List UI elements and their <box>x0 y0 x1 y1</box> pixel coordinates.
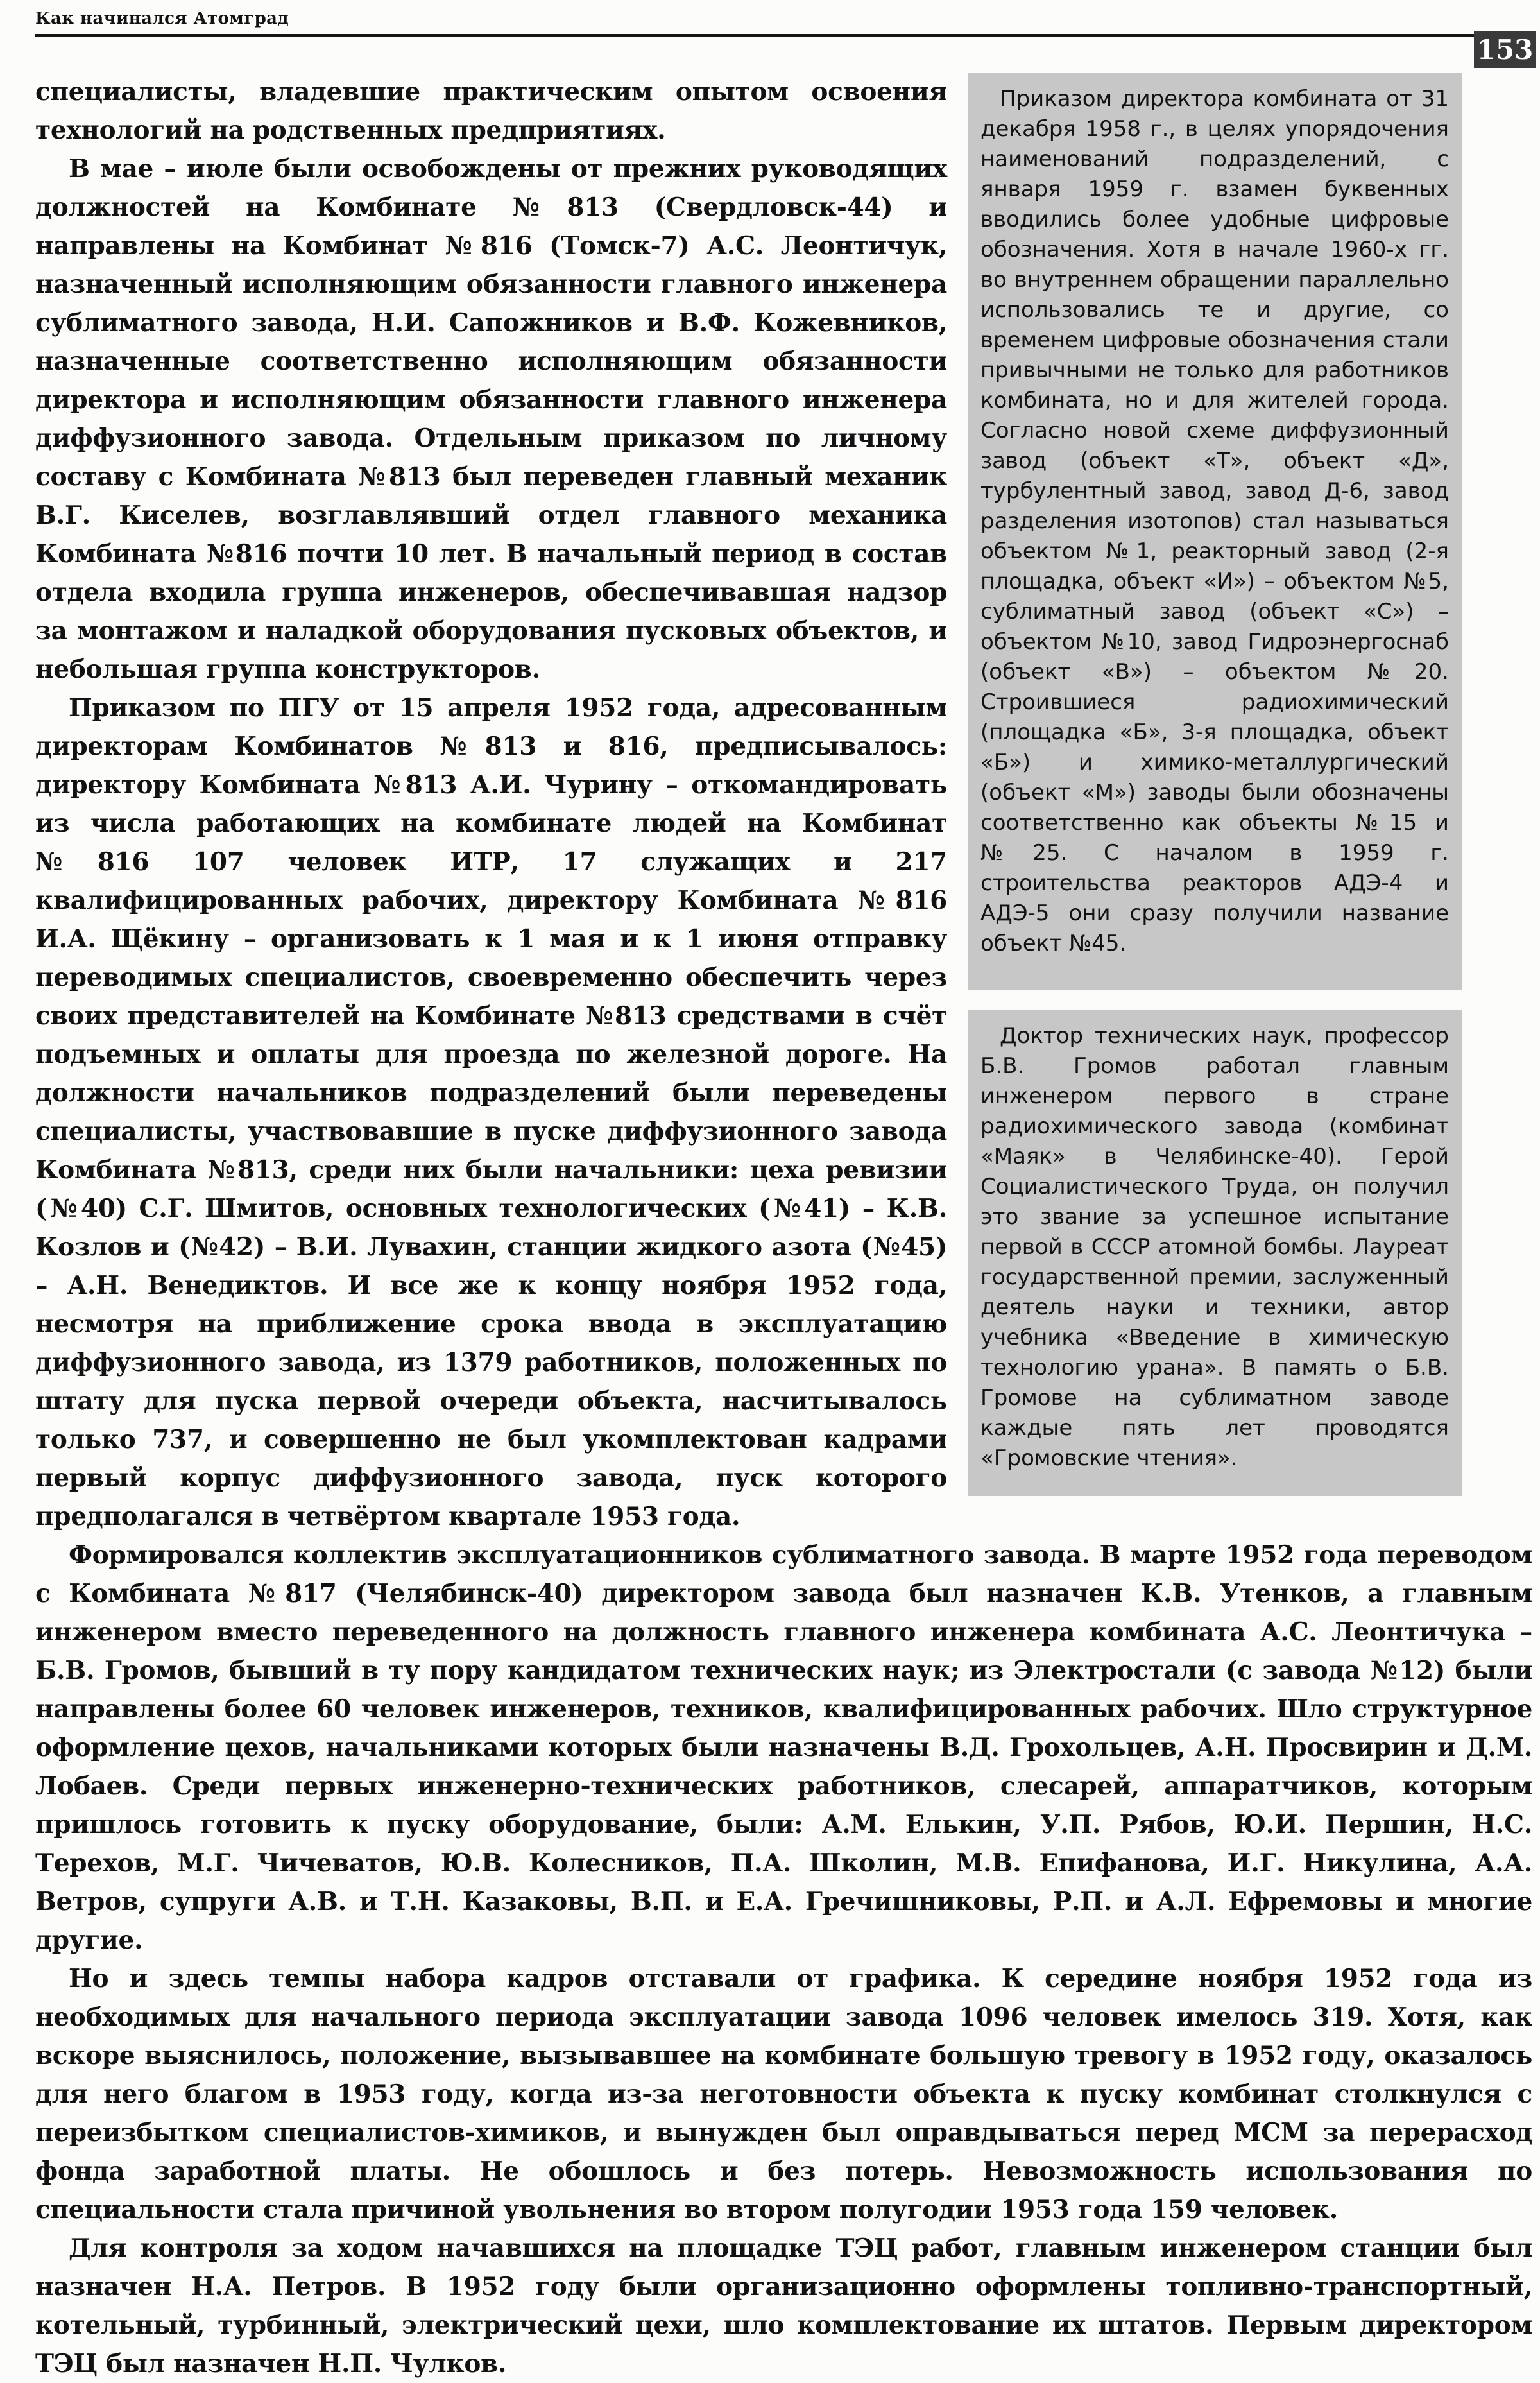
sidebar-note <box>968 73 1462 990</box>
article <box>35 37 1532 2383</box>
paragraph: Формировался коллектив эксплуатационников сублиматного завода. В марте 1952 года переводом с Комбината №817 (Челябинск-40) директором завода был назначен К.В. Утенков, а главным инженером вместо переведенного на должность главного инженера комбината А.С. Леонтичука – Б.В. Громов, бывший в ту пору кандидатом технических наук; из Электростали (с завода №12) были направлены более 60 человек инженеров, техников, квалифицированных рабочих. Шло структурное оформление цехов, начальниками которых были назначены В.Д. Грохольцев, А.Н. Просвирин и Д.М. Лобаев. Среди первых инженерно-технических работников, слесарей, аппаратчиков, которым пришлось готовить к пуску оборудование, были: А.М. Елькин, У.П. Рябов, Ю.И. Першин, Н.С. Терехов, М.Г. Чичеватов, Ю.В. Колесников, П.А. Школин, М.В. Епифанова, И.Г. Никулина, А.А. Ветров, супруги А.В. и Т.Н. Казаковы, В.П. и Е.А. Гречишниковы, Р.П. и А.Л. Ефремовы и многие другие. <box>35 1540 1532 1955</box>
sidebar-note-text: Приказом директора комбината от 31 декабря 1958 г., в целях упорядочения наименований подразделений, с января 1959 г. взамен буквенных вводились более удобные цифровые обозначения. Хотя в начале 1960-х гг. во внутреннем обращении параллельно использовались те и другие, со временем цифровые обозначения стали привычными не только для работников комбината, но и для жителей города. Согласно новой схеме диффузионный завод (объект «Т», объект «Д», турбулентный завод, завод Д-6, завод разделения изотопов) стал называться объектом №1, реакторный завод (2-я площадка, объект «И») – объектом №5, сублиматный завод (объект «С») – объектом №10, завод Гидроэнергоснаб (объект «В») – объектом №20. Строившиеся радиохимический (площадка «Б», 3-я площадка, объект «Б») и химико-металлургический (объект «М») заводы были обозначены соответственно как объекты №15 и №25. С началом в 1959 г. строительства реакторов АДЭ-4 и АДЭ-5 они сразу получили название объект №45. <box>980 86 1449 956</box>
paragraph: специалисты, владевшие практическим опытом освоения технологий на родственных предприятиях. <box>35 77 947 145</box>
sidebar-note-text: Доктор технических наук, профессор Б.В. Громов работал главным инженером первого в стране радиохимического завода (комбинат «Маяк» в Челябинске-40). Герой Социалистического Труда, он получил это звание за успешное испытание первой в СССР атомной бомбы. Лауреат государственной премии, заслуженный деятель науки и техники, автор учебника «Введение в химическую технологию урана». В память о Б.В. Громове на сублиматном заводе каждые пять лет проводятся «Громовские чтения». <box>980 1023 1449 1471</box>
paragraph: Приказом по ПГУ от 15 апреля 1952 года, адресованным директорам Комбинатов №813 и 816, предписывалось: директору Комбината №813 А.И. Чурину – откомандировать из числа работающих на комбинате людей на Комбинат №816 107 человек ИТР, 17 служащих и 217 квалифицированных рабочих, директору Комбината №816 И.А. Щёкину – организовать к 1 мая и к 1 июня отправку переводимых специалистов, своевременно обеспечить через своих представителей на Комбинате №813 средствами в счёт подъемных и оплаты для проезда по железной дороге. На должности начальников подразделений были переведены специалисты, участвовавшие в пуске диффузионного завода Комбината №813, среди них были начальники: цеха ревизии (№40) С.Г. Шмитов, основных технологических (№41) – К.В. Козлов и (№42) – В.И. Лувахин, станции жидкого азота (№45) – А.Н. Венедиктов. И все же к концу ноября 1952 года, несмотря на приближение срока ввода в эксплуатацию диффузионного завода, из 1379 работников, положенных по штату для пуска первой очереди объекта, насчитывалось только 737, и совершенно не был укомплектован кадрами первый корпус диффузионного завода, пуск которого предполагался в четвёртом квартале 1953 года. <box>35 693 947 1531</box>
sidebar-note <box>968 1010 1462 1496</box>
sidebar-notes <box>968 73 1532 1496</box>
paragraph: Для контроля за ходом начавшихся на площадке ТЭЦ работ, главным инженером станции был назначен Н.А. Петров. В 1952 году были организационно оформлены топливно-транспортный, котельный, турбинный, электрический цехи, шло комплектование их штатов. Первым директором ТЭЦ был назначен Н.П. Чулков. <box>35 2233 1532 2379</box>
paragraph: В мае – июле были освобождены от прежних руководящих должностей на Комбинате №813 (Свердловск-44) и направлены на Комбинат №816 (Томск-7) А.С. Леонтичук, назначенный исполняющим обязанности главного инженера сублиматного завода, Н.И. Сапожников и В.Ф. Кожевников, назначенные соответственно исполняющим обязанности директора и исполняющим обязанности главного инженера диффузионного завода. Отдельным приказом по личному составу с Комбината №813 был переведен главный механик В.Г. Киселев, возглавлявший отдел главного механика Комбината №816 почти 10 лет. В начальный период в состав отдела входила группа инженеров, обеспечивавшая надзор за монтажом и наладкой оборудования пусковых объектов, и небольшая группа конструкторов. <box>35 154 947 684</box>
page-title: Как начинался Атомград <box>35 9 289 28</box>
page-header <box>35 9 1532 37</box>
paragraph: Но и здесь темпы набора кадров отставали от графика. К середине ноября 1952 года из необходимых для начального периода эксплуатации завода 1096 человек имелось 319. Хотя, как вскоре выяснилось, положение, вызывавшее на комбинате большую тревогу в 1952 году, оказалось для него благом в 1953 году, когда из-за неготовности объекта к пуску комбинат столкнулся с переизбытком специалистов-химиков, и вынужден был оправдываться перед МСМ за перерасход фонда заработной платы. Не обошлось и без потерь. Невозможность использования по специальности стала причиной увольнения во втором полугодии 1953 года 159 человек. <box>35 1964 1532 2224</box>
page-number-badge: 153 <box>1474 31 1536 68</box>
